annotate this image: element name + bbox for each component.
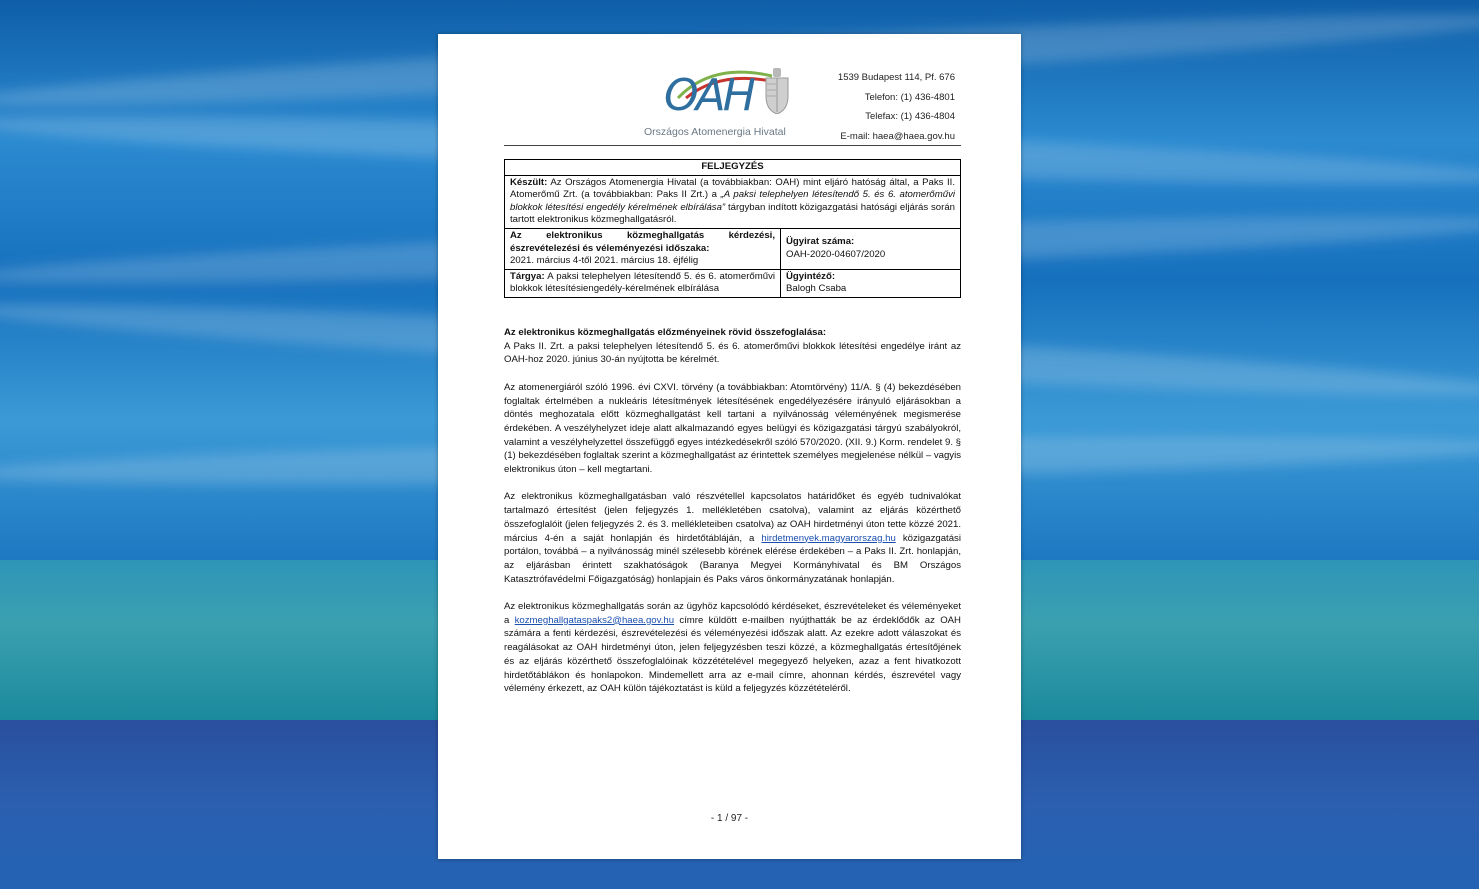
hungarian-coat-of-arms-icon (764, 68, 790, 114)
period-label: Az elektronikus közmeghallgatás kérdezési, észrevételezési és véleményezési időszaka: (510, 229, 775, 254)
paragraph-3 (504, 490, 961, 586)
email: E-mail: haea@haea.gov.hu (840, 130, 955, 142)
period-value: 2021. március 4-től 2021. március 18. éjfélig (510, 255, 699, 267)
prepared-text-2: tárgyban indított közigazgatási hatósági eljárás során tartott elektronikus közmeghallgatásról. (510, 201, 955, 226)
subject-value: A paksi telephelyen létesítendő 5. és 6. atomerőművi blokkok létesítésiengedély-kérelmének elbírálása (510, 270, 775, 295)
memo-title: FELJEGYZÉS (505, 160, 961, 176)
paragraph-4 (504, 600, 961, 696)
page-number: - 1 / 97 - (710, 813, 749, 824)
memo-body (504, 326, 961, 710)
case-label: Ügyirat száma: (786, 236, 855, 248)
case-value: OAH-2020-04607/2020 (786, 248, 886, 260)
officer-label: Ügyintéző: (786, 270, 836, 282)
logo-subtitle: Országos Atomenergia Hivatal (644, 126, 786, 138)
email-link[interactable]: kozmeghallgataspaks2@haea.gov.hu (514, 614, 675, 626)
prepared-text-1: Az Országos Atomenergia Hivatal (a továbbiakban: OAH) mint eljáró hatóság által, a Paks II. Atomerőmű Zrt. (a továbbiakban: Paks II Zrt.) a (510, 176, 955, 201)
p4-text-b: címre küldött e-mailben nyújthatták be az érdeklődők az OAH számára a fenti kérdezési, észrevételezési és véleményezési időszak alatt. Az ezekre adott válaszokat és reagálásokat az OAH hirdetményi úton, jelen feljegyzésben teszi közzé, a közmeghallgatás értesítőjének és az eljárás közérthető összefoglalóinak közzétételével megegyező helyeken, azaz a fent hivatkozott hirdetőtáblákon és honlapokon. Mindemellett arra az e-mail címre, ahonnan kérdés, észrevétel vagy vélemény érkezett, az OAH külön tájékoztatást is küld a feljegyzés közzétételéről. (504, 614, 961, 695)
p3-text-a: Az elektronikus közmeghallgatásban való részvétellel kapcsolatos határidőket és egyéb tudnivalókat tartalmazó értesítést (jelen feljegyzés 1. mellékletében csatolva), valamint az eljárás közérthető összefoglalóit (jelen feljegyzés 2. és 3. mellékleteiben csatolva) az OAH hirdetményi úton tette közzé 2021. március 4-én a saját honlapján és hirdetőtábláján, a (504, 491, 961, 544)
memo-table (504, 159, 961, 298)
phone: Telefon: (1) 436-4801 (864, 91, 955, 103)
prepared-label: Készült: (510, 176, 548, 188)
memo-prepared (505, 175, 961, 228)
fax: Telefax: (1) 436-4804 (865, 111, 955, 122)
p4-text-a: Az elektronikus közmeghallgatás során az ügyhöz kapcsolódó kérdéseket, észrevételeket és véleményeket a (504, 601, 961, 626)
subject-cell (505, 269, 781, 297)
contact-block (838, 68, 955, 146)
oah-logo (644, 64, 816, 174)
officer-cell (781, 269, 961, 297)
paragraph-2: Az atomenergiáról szóló 1996. évi CXVI. törvény (a továbbiakban: Atomtörvény) 11/A. § (4) bekezdésében foglaltak értelmében a nukleáris létesítmények létesítésének engedélyezésére irányuló eljárásokban a döntés meghozatala előtt közmeghallgatást kell tartani a nyilvánosság véleményének megismerése érdekében. A veszélyhelyzet ideje alatt alkalmazandó egyes belügyi és közigazgatási tárgyú szabályokról, valamint a veszélyhelyzettel összefüggő egyes intézkedésekről szóló 570/2020. (XII. 9.) Korm. rendelet 9. § (1) bekezdésében foglaltak szerint a közmeghallgatást az érintettek személyes megjelenése nélkül – vagyis elektronikus úton – kell megtartani. (504, 381, 962, 476)
address: 1539 Budapest 114, Pf. 676 (837, 72, 955, 83)
document-page (438, 34, 1021, 859)
paragraph-1: A Paks II. Zrt. a paksi telephelyen létesítendő 5. és 6. atomerőművi blokkok létesítési engedélye iránt az OAH-hoz 2020. június 30-án nyújtotta be kérelmét. (504, 340, 961, 366)
hirdetmenyek-link[interactable]: hirdetmenyek.magyarorszag.hu (761, 532, 896, 544)
period-cell (505, 228, 781, 269)
case-cell (781, 228, 961, 269)
prepared-italic: „A paksi telephelyen létesítendő 5. és 6. atomerőművi blokkok létesítési engedély kérelmének elbírálása” (510, 189, 955, 213)
header-divider (504, 145, 961, 146)
summary-heading: Az elektronikus közmeghallgatás előzményeinek rövid összefoglalása: (504, 327, 827, 338)
officer-value: Balogh Csaba (786, 283, 847, 295)
logo-mark: OAH (664, 70, 753, 121)
p3-text-b: közigazgatási portálon, továbbá – a nyilvánosság minél szélesebb körének elérése érdekében – a Paks II. Zrt. honlapján, az eljárásban érintett szakhatóságok (Baranya Megyei Kormányhivatal és BM Országos Katasztrófavédelmi Főigazgatóság) honlapjain és Paks város önkormányzatának honlapján. (504, 532, 961, 585)
subject-label: Tárgya: (510, 270, 545, 282)
